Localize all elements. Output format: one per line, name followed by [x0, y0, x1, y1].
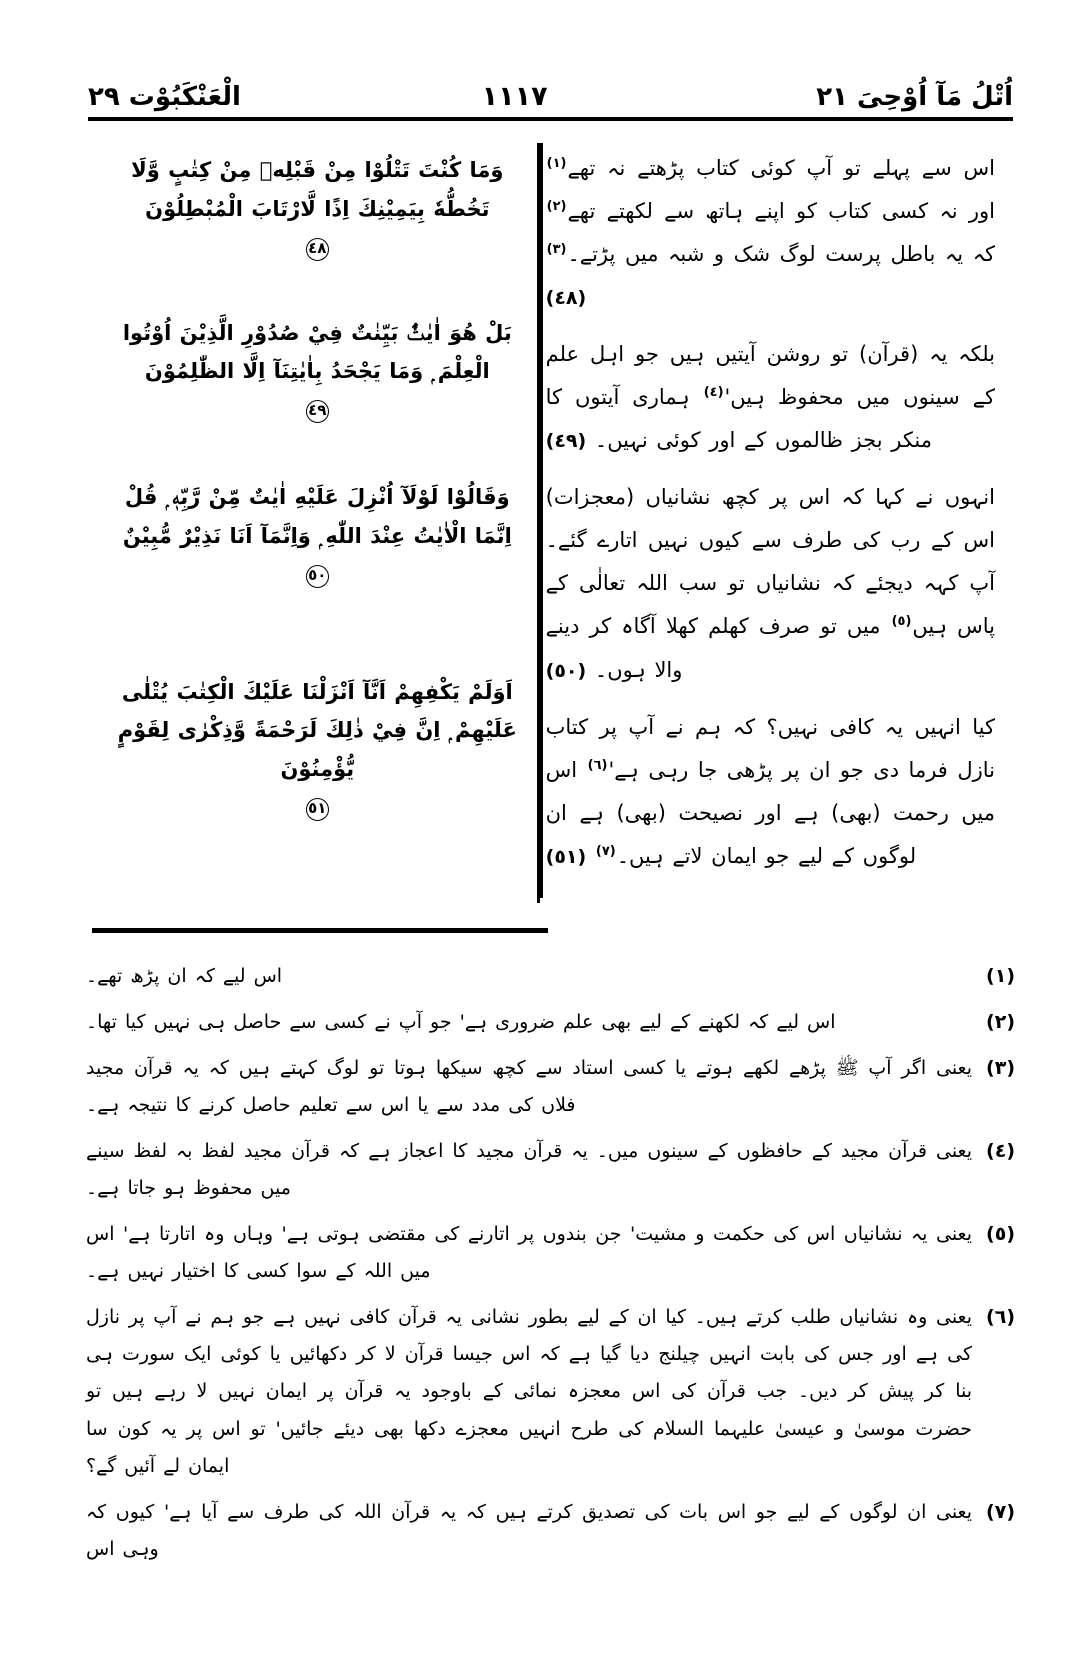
ayah-block [104, 151, 531, 268]
translation-segment: کیا انہیں یہ کافی نہیں؟ کہ ہم نے آپ پر کتاب نازل فرما دی جو ان پر پڑھی جا رہی ہے' [545, 714, 995, 782]
footnote-reference: (٢) [546, 199, 567, 215]
page-header [88, 62, 1013, 110]
footnote-item [86, 958, 1015, 995]
translation-paragraph [546, 147, 995, 319]
footnote-text: یعنی قرآن مجید کے حافظوں کے سینوں میں۔ یہ قرآن مجید کا اعجاز ہے کہ قرآن مجید لفظ بہ لفظ سینے میں محفوظ ہو جاتا ہے۔ [86, 1140, 973, 1200]
ayah-number-marker: ٥٠ [306, 565, 329, 588]
translation-segment: اور نہ کسی کتاب کو اپنے ہاتھ سے لکھتے تھے [567, 199, 995, 224]
ayah-text: بَلْ هُوَ اٰيٰتٌۢ بَيِّنٰتٌ فِيْ صُدُوْرِ الَّذِيْنَ اُوْتُوا الْعِلْمَ ۭ وَمَا يَجْحَدُ بِاٰيٰتِنَآ اِلَّا الظّٰلِمُوْنَ [122, 320, 512, 384]
arabic-verse-column [88, 143, 537, 903]
footnote-item [86, 1216, 1015, 1290]
ayah-number-marker: ٤٨ [306, 238, 329, 261]
footnote-reference: (٦) [587, 757, 608, 773]
translation-segment: اس میں رحمت (بھی) ہے اور نصیحت (بھی) ہے ان لوگوں کے لیے جو ایمان لاتے ہیں۔ [545, 757, 995, 868]
ayah-text: وَقَالُوْا لَوْلَآ اُنْزِلَ عَلَيْهِ اٰيٰتٌ مِّنْ رَّبِّهٖ ۭ قُلْ اِنَّمَا الْاٰيٰتُ عِنْدَ اللّٰهِ ۭ وَاِنَّمَآ اَنَا نَذِيْرٌ مُّبِيْنٌ [122, 485, 512, 548]
footnote-item [86, 1494, 1015, 1568]
ayah-text: وَمَا كُنْتَ تَتْلُوْا مِنْ قَبْلِهٖ مِنْ كِتٰبٍ وَّلَا تَخُطُّهٗ بِيَمِيْنِكَ اِذًا لَّارْتَابَ الْمُبْطِلُوْنَ [131, 158, 504, 221]
footnote-reference: (٣) [546, 242, 567, 258]
footnote-reference: (١) [546, 156, 567, 171]
footnote-marker: (٤) [986, 1140, 1015, 1163]
translation-segment: انہوں نے کہا کہ اس پر کچھ نشانیاں (معجزات) اس کے رب کی طرف سے کیوں نہیں اتارے گئے۔ آپ کہہ دیجئے کہ نشانیاں تو سب اللہ تعالٰی کے پاس ہیں [545, 485, 995, 639]
footnote-marker: (٧) [986, 1500, 1015, 1523]
footnote-marker: (١) [986, 965, 1015, 987]
footnote-text: یعنی یہ نشانیاں اس کی حکمت و مشیت' جن بندوں پر اتارنے کی مقتضی ہوتی ہے' وہاں وہ اتارتا ہے' اس میں اللہ کے سوا کسی کا اختیار نہیں ہے۔ [86, 1223, 973, 1283]
body-columns [88, 143, 1013, 903]
footnote-text: یعنی اگر آپ ﷺ پڑھے لکھے ہوتے یا کسی استاد سے کچھ سیکھا ہوتا تو لوگ کہتے ہیں کہ یہ قرآن مجید فلاں کی مدد سے یا اس سے تعلیم حاصل کرنے کا نتیجہ ہے۔ [86, 1057, 973, 1117]
footnote-marker: (٥) [986, 1223, 1015, 1246]
translation-segment: بلکہ یہ (قرآن) تو روشن آیتیں ہیں جو اہل علم کے سینوں میں محفوظ ہیں' [545, 342, 995, 410]
ayah-text: اَوَلَمْ يَكْفِهِمْ اَنَّآ اَنْزَلْنَا عَلَيْكَ الْكِتٰبَ يُتْلٰى عَلَيْهِمْ ۭ اِنَّ فِيْ ذٰلِكَ لَرَحْمَةً وَّذِكْرٰى لِقَوْمٍ يُّؤْمِنُوْنَ [117, 679, 517, 782]
footnote-marker: (٢) [986, 1011, 1015, 1034]
footnote-reference: (٤) [703, 385, 724, 401]
footnote-item [86, 1050, 1015, 1124]
translation-paragraph [546, 476, 995, 691]
footnote-marker: (٣) [986, 1057, 1015, 1080]
verse-number-ref: (٤٨) [545, 287, 587, 310]
verse-number-ref: (٤٩) [545, 430, 587, 453]
translation-paragraph [546, 706, 995, 878]
verse-number-ref: (٥٠) [545, 659, 587, 682]
translation-segment: کہ یہ باطل پرست لوگ شک و شبہ میں پڑتے۔ [567, 242, 995, 267]
urdu-translation-column [537, 143, 1013, 903]
ayah-block [104, 673, 531, 828]
footnotes-section [86, 958, 1015, 1577]
ayah-number-marker: ٥١ [306, 798, 329, 821]
ayah-number-marker: ٤٩ [306, 400, 329, 423]
footnote-item [86, 1133, 1015, 1207]
translation-segment: میں تو صرف کھلم کھلا آگاہ کر دینے والا ہوں۔ [545, 614, 881, 682]
footnote-reference: (٧) [595, 843, 616, 859]
header-juz-title: اُتْلُ مَآ اُوْحِیَ ٢١ [816, 82, 1013, 112]
footnote-marker: (٦) [986, 1306, 1015, 1329]
ayah-block [104, 314, 531, 431]
header-divider-rule [88, 117, 1013, 121]
footnote-item [86, 1299, 1015, 1484]
footnote-text: یعنی ان لوگوں کے لیے جو اس بات کی تصدیق کرتے ہیں کہ یہ قرآن اللہ کی طرف سے آیا ہے' کیوں کہ وہی اس [86, 1500, 973, 1560]
footnote-text: اس لیے کہ لکھنے کے لیے بھی علم ضروری ہے' جو آپ نے کسی سے حاصل ہی نہیں کیا تھا۔ [86, 1011, 836, 1034]
ayah-block [104, 478, 531, 595]
translation-segment: اس سے پہلے تو آپ کوئی کتاب پڑھتے نہ تھے [567, 156, 995, 180]
translation-segment: ہماری آیتوں کا منکر بجز ظالموں کے اور کوئی نہیں۔ [545, 385, 933, 453]
footnote-reference: (٥) [891, 614, 912, 630]
footnote-text: اس لیے کہ ان پڑھ تھے۔ [86, 965, 283, 987]
page-number: ١١١٧ [481, 81, 548, 112]
footnote-item [86, 1004, 1015, 1041]
header-surah-title: الْعَنْكَبُوْت ٢٩ [88, 82, 241, 112]
footnote-text: یعنی وہ نشانیاں طلب کرتے ہیں۔ کیا ان کے لیے بطور نشانی یہ قرآن کافی نہیں ہے جو ہم نے آپ پر نازل کی ہے اور جس کی بابت انہیں چیلنج دیا گیا ہے کہ اس جیسا قرآن لا کر دکھائیں یا کوئی ایک سورت ہی بنا کر پیش کر دیں۔ جب قرآن کی اس معجزہ نمائی کے باوجود یہ قرآن پر ایمان نہیں لا رہے ہیں تو حضرت موسیٰ و عیسیٰ علیہما السلام کی طرح انہیں معجزے دکھا بھی دیئے جائیں' تو اس پر یہ کون سا ایمان لے آئیں گے؟ [86, 1306, 973, 1477]
translation-paragraph [546, 333, 995, 462]
verse-number-ref: (٥١) [545, 845, 587, 868]
footnote-separator-rule [92, 928, 548, 933]
column-divider-rule [540, 143, 543, 898]
